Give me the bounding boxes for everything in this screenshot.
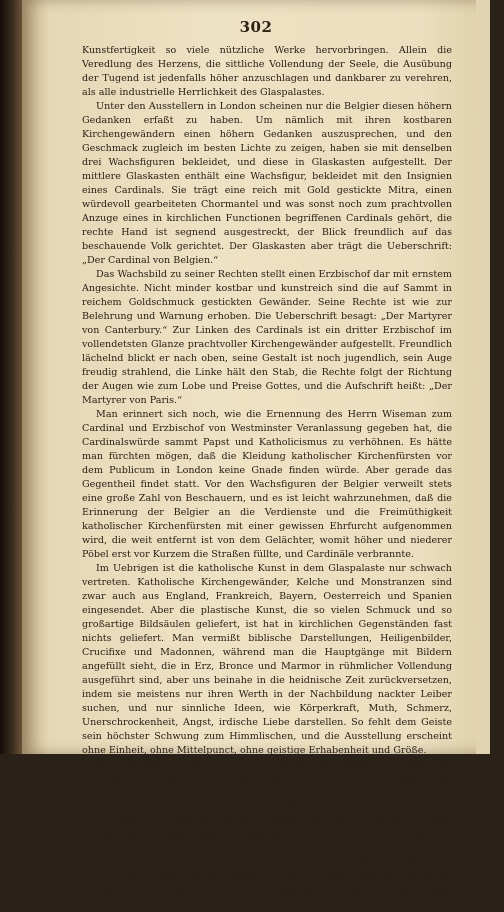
book-binding-shadow (0, 0, 22, 754)
page-edge (476, 0, 490, 754)
page-number: 302 (239, 18, 273, 36)
paragraph: Kunstfertigkeit so viele nützliche Werke hervorbringen. Allein die Veredlung des Herzens, die sittliche Vollendung der Seele, die Ausübung der Tugend ist jedenfalls höher anzuschlagen und dankbarer zu verehren, als alle industrielle Herrlichkeit des Glaspalastes. (82, 45, 452, 98)
book-page (22, 0, 490, 910)
paragraph: Das Wachsbild zu seiner Rechten stellt einen Erzbischof dar mit ernstem Angesichte. Nicht minder kostbar und kunstreich sind die auf Sammt in reichem Goldschmuck gestickten Gewänder. Seine Rechte ist wie zur Belehrung und Warnung erhoben. Die Ueberschrift besagt: „Der Martyrer von Canterbury.“ Zur Linken des Cardinals ist ein dritter Erzbischof im vollendetsten Glanze prachtvoller Kirchengewänder aufgestellt. Freundlich lächelnd blickt er nach oben, seine Gestalt ist noch jugendlich, sein Auge freudig strahlend, die Linke hält den Stab, die Rechte folgt der Richtung der Augen wie zum Lobe und Preise Gottes, und die Aufschrift heißt: „Der Martyrer von Paris.“ (82, 269, 452, 406)
paragraph: Den nämlichen Eindruck machen die in legen Jahrhundert erbauten Kirchen der Stadt. Ihre Thürme ragen hoch in die Lüfte empor, und beurkunden den Reichthum wie die Opferwilligkeit der Erbauer. Allein sie machen den Eindruck des Mangelhaften, Unvollendeten, weil die Hauptsache, der Mittelpunct, die Einheit fehlt. Diese Thürme endigen nämlich oben in eine Plattform, umgeben von vier kleinen Thürmchen, die auf den Ecken angebracht sind, und einigermaßen wie große Schornsteine sich ausnehmen, weil die gothische Vorzeit oder das spitze Schieferdach, worauf das Kreuz und der Hahn prangen müßten, gänzlich fehlt. Es scheinen die Baumeister damit die englische Hochkirche sinnbildlich dargestellt zu haben, welche sich (82, 759, 452, 910)
paragraph: Im Uebrigen ist die katholische Kunst in dem Glaspalaste nur schwach vertreten. Katholische Kirchengewänder, Kelche und Monstranzen sind zwar auch aus England, Frankreich, Bayern, Oesterreich und Spanien eingesendet. Aber die plastische Kunst, die so vielen Schmuck und so großartige Bildsäulen geliefert, ist hat in kirchlichen Gegenständen fast nichts geliefert. Man vermißt biblische Darstellungen, Heiligenbilder, Crucifixe und Madonnen, während man die Hauptgänge mit Bildern angefüllt sieht, die in Erz, Bronce und Marmor in rühmlicher Vollendung ausgeführt sind, aber uns beinahe in die heidnische Zeit zurückversetzen, indem sie meistens nur ihren Werth in der Nachbildung nackter Leiber suchen, und nur sinnliche Ideen, wie Körperkraft, Muth, Schmerz, Unerschrockenheit, Angst, irdische Liebe darstellen. So fehlt dem Geiste sein höchster Schwung zum Himmlischen, und die Ausstellung erscheint ohne Einheit, ohne Mittelpunct, ohne geistige Erhabenheit und Größe. (82, 563, 452, 756)
paragraph: Unter den Ausstellern in London scheinen nur die Belgier diesen höhern Gedanken erfaßt zu haben. Um nämlich mit ihren kostbaren Kirchengewändern einen höhern Gedanken auszusprechen, und den Geschmack zugleich im besten Lichte zu zeigen, haben sie mit denselben drei Wachsfiguren bekleidet, und diese in Glaskasten aufgestellt. Der mittlere Glaskasten enthält eine Wachsfigur, bekleidet mit den Insignien eines Cardinals. Sie trägt eine reich mit Gold gestickte Mitra, einen würdevoll gearbeiteten Chormantel und was sonst noch zum prachtvollen Anzuge eines in kirchlichen Functionen begriffenen Cardinals gehört, die rechte Hand ist segnend ausgestreckt, der Blick freundlich auf das beschauende Volk gerichtet. Der Glaskasten aber trägt die Ueberschrift: „Der Cardinal von Belgien.“ (82, 101, 452, 266)
paragraph: Man erinnert sich noch, wie die Ernennung des Herrn Wiseman zum Cardinal und Erzbischof von Westminster Veranlassung gegeben hat, die Cardinalswürde sammt Papst und Katholicismus zu verhöhnen. Es hätte man fürchten mögen, daß die Kleidung katholischer Kirchenfürsten vor dem Publicum in London keine Gnade finden würde. Aber gerade das Gegentheil findet statt. Vor den Wachsfiguren der Belgier verweilt stets eine große Zahl von Beschauern, und es ist leicht wahrzunehmen, daß die Erinnerung der Belgier an die Verdienste und die Freimüthigkeit katholischer Kirchenfürsten mit einer gewissen Ehrfurcht aufgenommen wird, die weit entfernt ist von dem Gelächter, womit höher und niederer Pöbel erst vor Kurzem die Straßen füllte, und Cardinäle verbrannte. (82, 409, 452, 560)
body-text (82, 44, 452, 912)
